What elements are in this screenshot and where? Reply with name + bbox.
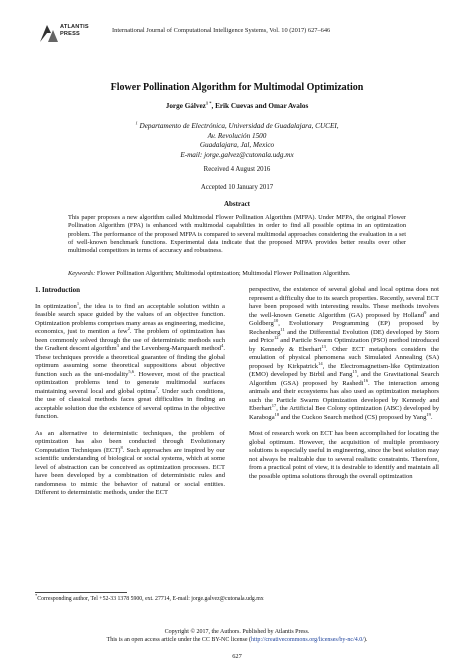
paper-authors (0, 102, 474, 110)
publisher-line1: ATLANTIS (60, 24, 89, 30)
received-date: Received 4 August 2016 (203, 166, 271, 173)
citation-mark: 11 (280, 326, 285, 332)
footnote-mark: * (35, 593, 38, 599)
citation-mark: 18 (274, 411, 280, 417)
section-heading: 1. Introduction (35, 286, 80, 294)
paragraph: Most of research work on ECT has been accomplished for locating the global optimum. However, the acquisition of multiple promissory solutions is especially useful in engineering, since the best solution may not always be realizable due to several realistic constraints. Therefore, from a practical point of view, it is desirable to identify and maintain all the possible optima solutions through the overall optimization (249, 430, 439, 480)
affiliation (0, 122, 474, 160)
journal-citation: International Journal of Computational Intelligence Systems, Vol. 10 (2017) 627–646 (112, 27, 331, 34)
abstract-heading: Abstract (223, 200, 251, 208)
right-column (249, 286, 439, 489)
keywords (68, 270, 406, 278)
publisher-name (60, 24, 89, 38)
license-notice: This is an open access article under the CC BY-NC license (http://creativecommons.org/licenses/by-nc/4.0/). (106, 637, 368, 643)
citation-mark: 15 (352, 368, 357, 374)
citation-mark: 2 (127, 325, 130, 331)
citation-mark: 17 (271, 402, 277, 408)
paragraph: In optimization$^1$, the idea is to find an acceptable solution within a feasible search space guided by the values of an objective function. Optimization problems comprises many areas as engineering, medicine, economics, just to mention a few$^2$. The problem of optimization has been commonly solved through the use of deterministic methods such the Gradient descent algorithm$^3$ and the Levenberg-Marquardt method$^4$. These techniques provide a theoretical guarantee of finding the global optimum assuming some theoretical suppositions about objective function such as the uni-modality$^{5,6}$. However, most of the practical optimization problems tend to generate multimodal surfaces maintaining several local and global optima$^7$. Under such conditions, the use of classical methods faces great difficulties in finding an acceptable solution due the existence of several optima in the objective function. (35, 300, 226, 420)
page-number: 627 (232, 653, 242, 660)
paper-title: Flower Pollination Algorithm for Multimodal Optimization (110, 82, 364, 93)
copyright-notice: Copyright © 2017, the Authors. Published by Atlantis Press. (164, 629, 310, 635)
paragraph: perspective, the existence of several global and local optima does not represent a difficulty due to its search properties. Recently, several ECT have been proposed with interesting results. These methods involves the well-known Genetic Algorithm (GA) proposed by Holland$^9$ and Goldberg$^{10}$, Evolutionary Programming (EP) proposed by Rechenberg$^{11}$ and the Differential Evolution (DE) developed by Storn and Price$^{12}$ and Particle Swarm Optimization (PSO) method introduced by Kennedy & Eberhart$^{13}$. Other ECT metaphors considers the emulation of physical phenomena such Simulated Annealing (SA) proposed by Kirkpatrick$^{14}$, the Electromagnetism-like Optimization (EMO) developed by Birbil and Fang$^{15}$, and the Gravitational Search Algorithm (GSA) proposed by Rashedi$^{16}$. The interaction among animals and their ecosystems has also used as optimization metaphors such the Particle Swarm Optimization developed by Kennedy and Eberhart$^{17}$, the Artificial Bee Colony optimization (ABC) developed by Karaboga$^{18}$ and the Cuckoo Search method (CS) proposed by Yang$^{19}$. (249, 286, 440, 421)
citation-mark: 4 (221, 342, 224, 348)
author-rest: , Erik Cuevas and Omar Avalos (211, 102, 309, 110)
affiliation-email: E-mail: jorge.galvez@cutonala.udg.mx (180, 150, 294, 159)
atlantis-press-logo-icon (38, 22, 60, 44)
affiliation-line3: Guadalajara, Jal, Mexico (199, 141, 275, 150)
footnote-divider (35, 592, 127, 593)
author-marks: 1 * (205, 100, 212, 106)
citation-mark: 3 (116, 342, 119, 348)
publisher-line2: PRESS (60, 31, 80, 37)
citation-mark: 1 (76, 300, 80, 306)
footnote: *Corresponding author, Tel +52-33 1378 5900, ext. 27714, E-mail: jorge.galvez@cutonala.udg.mx (35, 593, 264, 602)
left-column (35, 286, 225, 506)
citation-mark: 19 (426, 411, 431, 417)
publisher-logo (38, 22, 98, 44)
citation-mark: 10 (273, 317, 279, 323)
citation-mark: 12 (273, 334, 279, 340)
citation-mark: 13 (321, 343, 326, 349)
abstract-text: This paper proposes a new algorithm called Multimodal Flower Pollination Algorithm (MFPA). Under MFPA, the original Flower Pollination Algorithm (FPA) is enhanced with multimodal capabilities in order to find all possible optima in an optimization problem. The performance of the proposed MFPA is compared to several multimodal approaches considering the evaluation in a set of well-known benchmark functions. Experimental data indicate that the proposed MFPA provides better results over other multimodal competitors in terms of accuracy and robustness. (68, 214, 406, 255)
keywords-label: Keywords: (68, 270, 96, 277)
citation-mark: 16 (363, 377, 368, 383)
citation-mark: 9 (424, 309, 427, 315)
paragraph: As an alternative to deterministic techniques, the problem of optimization has also been conducted through Evolutionary Computation Techniques (ECT)$^8$. Such approaches are inspired by our scientific understanding of biological or social systems, which at some level of abstraction can be conceived as optimization processes. ECT have been developed by a combination of deterministic rules and randomness to mimic the behavior of natural or social entities. Different to deterministic methods, under the ECT (35, 429, 225, 496)
license-link[interactable]: http://creativecommons.org/licenses/by-nc/4.0/ (251, 637, 364, 643)
citation-mark: 14 (318, 360, 323, 366)
accepted-date: Accepted 10 January 2017 (200, 184, 274, 191)
citation-mark: 7 (155, 385, 158, 391)
affiliation-mark: 1 (135, 120, 138, 126)
affiliation-line2: Av. Revolución 1500 (207, 131, 267, 140)
citation-mark: 8 (120, 444, 123, 450)
citation-mark: 5,6 (128, 368, 135, 374)
author-first: Jorge Gálvez (165, 102, 206, 110)
keywords-list: Flower Pollination Algorithm; Multimodal optimization; Multimodal Flower Pollination Algorithm. (96, 270, 351, 277)
affiliation-line1: $^1$ Departamento de Electrónica, Universidad de Guadalajara, CUCEI, (135, 120, 339, 130)
